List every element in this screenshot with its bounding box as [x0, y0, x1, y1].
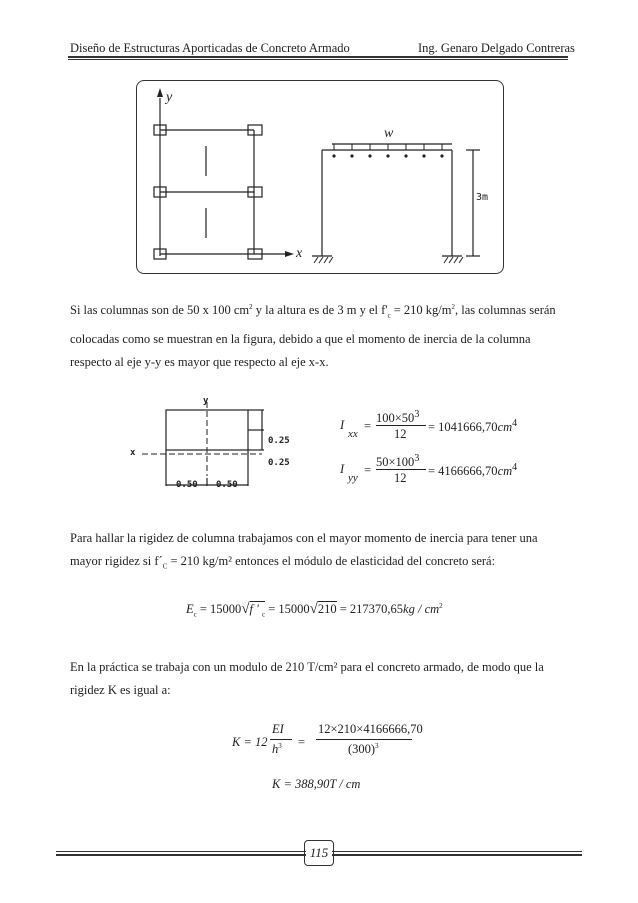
stiffness-frac2-bar: [316, 739, 412, 740]
stiffness-frac1-bar: [270, 739, 292, 740]
iyy-result: = $4166666,70cm^4$: [428, 462, 518, 479]
figure1-axis-y: y: [166, 90, 173, 105]
page-number: 115: [304, 840, 334, 866]
paragraph-rigidity-line2: mayor rigidez si $f´_C = 210$ kg/m² entonces el módulo de elasticidad del concreto será:: [70, 554, 496, 571]
iyy-symbol: I: [340, 462, 345, 476]
stiffness-frac2-numerator: 12×210×4166666,70: [318, 722, 423, 736]
paragraph-rigidity: [70, 527, 568, 579]
figure1-drawing: [136, 80, 504, 274]
footer-rule-right-top: [332, 851, 582, 852]
paragraph-columns-line1: Si las columnas son de 50 x 100 $cm^2$ y la altura es de 3 m y el $f'_c = 210$ $kg/m^2$, las columnas serán: [70, 303, 556, 320]
footer-rule-right-bottom: [332, 854, 582, 856]
iyy-subscript: yy: [348, 472, 358, 484]
figure1-height-label: 3m: [476, 192, 489, 203]
iyy-equals: =: [364, 463, 372, 477]
paragraph-practice-line2: rigidez K es igual a:: [70, 683, 171, 697]
ixx-equals: =: [364, 419, 372, 433]
ixx-result: = $1041666,70cm^4$: [428, 418, 518, 435]
stiffness-frac1-denominator: $h^3$: [272, 742, 282, 757]
footer-rule-left-top: [56, 851, 306, 852]
stiffness-frac2-denominator: $(300)^3$: [348, 742, 379, 757]
header-title: Diseño de Estructuras Aporticadas de Concreto Armado: [70, 41, 350, 55]
stiffness-result: K = 388,90T / cm: [272, 777, 361, 791]
figure2-dim-bottom: 0.25: [268, 458, 290, 468]
ixx-subscript: xx: [348, 428, 358, 440]
figure2-dim-right: 0.50: [216, 480, 238, 490]
paragraph-rigidity-line1: Para hallar la rigidez de columna trabajamos con el mayor momento de inercia para tener una: [70, 531, 538, 545]
paragraph-columns-line2: colocadas como se muestran en la figura, debido a que el momento de inercia de la columna: [70, 331, 531, 346]
figure1-axis-x: x: [296, 246, 303, 261]
ixx-denominator: 12: [394, 427, 407, 441]
figure1-load-label: w: [384, 126, 394, 141]
footer-rule-left-bottom: [56, 854, 306, 856]
figure2-dim-left: 0.50: [176, 480, 198, 490]
stiffness-frac1-numerator: EI: [272, 722, 284, 736]
ixx-numerator: $100\times 50^3$: [376, 409, 420, 426]
ixx-symbol: I: [340, 418, 345, 432]
figure2-axis-x: x: [130, 448, 136, 458]
header-author: Ing. Genaro Delgado Contreras: [418, 41, 575, 55]
figure2-dim-top: 0.25: [268, 436, 290, 446]
paragraph-columns-line3: respecto al eje y-y es mayor que respecto al eje x-x.: [70, 354, 329, 369]
iyy-numerator: $50\times 100^3$: [376, 453, 420, 470]
figure2-axis-y: y: [203, 396, 209, 406]
paragraph-columns: [70, 296, 568, 374]
modulus-equation: $E_c = 15000√f$ ' $_c = 15000√210 = 217370,65kg / cm^2$: [186, 601, 443, 619]
paragraph-practice-line1: En la práctica se trabaja con un modulo de 210 T/cm² para el concreto armado, de modo que la: [70, 660, 544, 674]
iyy-denominator: 12: [394, 471, 407, 485]
paragraph-practice: [70, 656, 568, 702]
stiffness-lhs: K = 12: [232, 735, 268, 749]
iyy-fraction-bar: [376, 469, 426, 470]
header-rule: [68, 56, 568, 58]
ixx-fraction-bar: [376, 425, 426, 426]
stiffness-equals: =: [298, 735, 306, 749]
header-rule-thin: [68, 59, 568, 60]
